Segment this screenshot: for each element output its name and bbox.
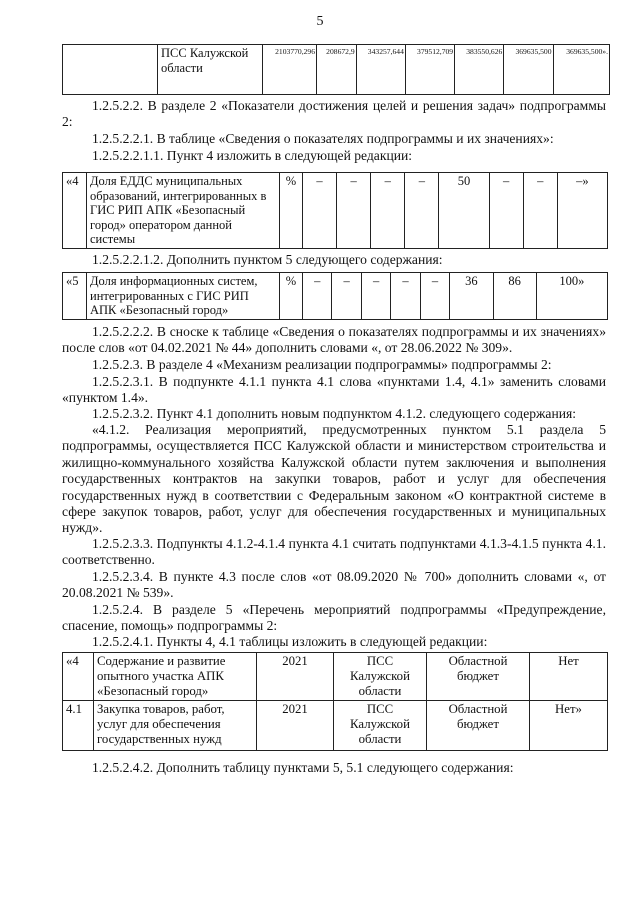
value-cell: – xyxy=(405,173,439,249)
unit: % xyxy=(280,273,303,320)
value-cell: –» xyxy=(557,173,607,249)
unit: % xyxy=(280,173,303,249)
executor: ПСС Калужской области xyxy=(334,701,427,751)
row-number: «4 xyxy=(63,173,87,249)
paragraph: 1.2.5.2.2.1. В таблице «Сведения о показателях подпрограммы и их значениях»: xyxy=(92,131,554,146)
row-number: 4.1 xyxy=(63,701,94,751)
value-cell: 383550,626 xyxy=(455,45,504,95)
value-cell: 379512,709 xyxy=(405,45,454,95)
page-number: 5 xyxy=(316,14,324,29)
empty-cell xyxy=(63,45,158,95)
executor-name: ПСС Калужской области xyxy=(158,45,263,95)
paragraph: 1.2.5.2.4. В разделе 5 «Перечень мероприятий подпрограммы «Предупреждение, спасение, помощь» подпрограммы 2: xyxy=(62,602,606,634)
value-cell: – xyxy=(332,273,361,320)
measures-table xyxy=(62,652,608,751)
paragraph: 1.2.5.2.4.1. Пункты 4, 4.1 таблицы изложить в следующей редакции: xyxy=(92,634,488,649)
value-cell: – xyxy=(523,173,557,249)
quoted-subclause: «4.1.2. Реализация мероприятий, предусмотренных пунктом 5.1 раздела 5 подпрограммы, осуществляется ПСС Калужской области и министерством строительства и жилищно-коммунального хозяйства Калужской области путем заключения и выполнения государственных контрактов на закупки товаров, работ и услуг для обеспечения государственных нужд в соответствии с Федеральным законом «О контрактной системе в сфере закупок товаров, работ, услуг для обеспечения государственных и муниципальных нужд». xyxy=(62,422,606,536)
measure-name: Содержание и развитие опытного участка АПК «Безопасный город» xyxy=(94,653,257,701)
value-cell: 36 xyxy=(450,273,493,320)
value-cell: 100» xyxy=(536,273,607,320)
paragraph: 1.2.5.2.2.1.1. Пункт 4 изложить в следующей редакции: xyxy=(92,148,413,163)
value-cell: – xyxy=(303,273,332,320)
year: 2021 xyxy=(257,701,334,751)
paragraph: 1.2.5.2.3.1. В подпункте 4.1.1 пункта 4.1 слова «пунктами 1.4, 4.1» заменить словами «пунктом 1.4». xyxy=(62,374,606,406)
value-cell: – xyxy=(361,273,390,320)
finance-table-fragment xyxy=(62,44,610,95)
value-cell: 50 xyxy=(439,173,489,249)
row-number: «5 xyxy=(63,273,87,320)
paragraph: 1.2.5.2.4.2. Дополнить таблицу пунктами 5, 5.1 следующего содержания: xyxy=(92,760,514,775)
table-row xyxy=(63,701,608,751)
value-cell: 343257,644 xyxy=(356,45,405,95)
indicator-name: Доля информационных систем, интегрированных с ГИС РИП АПК «Безопасный город» xyxy=(87,273,280,320)
table-row xyxy=(63,653,608,701)
indicator-name: Доля ЕДДС муниципальных образований, интегрированных в ГИС РИП АПК «Безопасный город» оператором данной системы xyxy=(87,173,280,249)
paragraph: 1.2.5.2.2.2. В сноске к таблице «Сведения о показателях подпрограммы и их значениях» после слов «от 04.02.2021 № 44» дополнить словами «, от 28.06.2022 № 309». xyxy=(62,324,606,356)
indicator-table-item-4 xyxy=(62,172,608,249)
paragraph: 1.2.5.2.2. В разделе 2 «Показатели достижения целей и решения задач» подпрограммы 2: xyxy=(62,98,606,130)
value-cell: 208672,9 xyxy=(317,45,357,95)
funding-source: Областной бюджет xyxy=(427,653,530,701)
value-cell: – xyxy=(391,273,420,320)
paragraph: 1.2.5.2.3.4. В пункте 4.3 после слов «от 08.09.2020 № 700» дополнить словами «, от 20.08.2021 № 539». xyxy=(62,569,606,601)
value-cell: 369635,500 xyxy=(504,45,553,95)
executor: ПСС Калужской области xyxy=(334,653,427,701)
value-cell: – xyxy=(337,173,371,249)
paragraph: 1.2.5.2.3. В разделе 4 «Механизм реализации подпрограммы» подпрограммы 2: xyxy=(92,357,552,372)
paragraph: 1.2.5.2.3.3. Подпункты 4.1.2-4.1.4 пункта 4.1 считать подпунктами 4.1.3-4.1.5 пункта 4.1. соответственно. xyxy=(62,536,606,568)
indicator-table-item-5 xyxy=(62,272,608,320)
flag: Нет» xyxy=(530,701,608,751)
value-cell: – xyxy=(489,173,523,249)
funding-source: Областной бюджет xyxy=(427,701,530,751)
value-cell: 2103770,296 xyxy=(263,45,317,95)
paragraph: 1.2.5.2.3.2. Пункт 4.1 дополнить новым подпунктом 4.1.2. следующего содержания: xyxy=(92,406,577,421)
flag: Нет xyxy=(530,653,608,701)
value-cell: – xyxy=(303,173,337,249)
value-cell: 86 xyxy=(493,273,536,320)
year: 2021 xyxy=(257,653,334,701)
value-cell: 369635,500». xyxy=(553,45,609,95)
value-cell: – xyxy=(371,173,405,249)
measure-name: Закупка товаров, работ, услуг для обеспечения государственных нужд xyxy=(94,701,257,751)
row-number: «4 xyxy=(63,653,94,701)
value-cell: – xyxy=(420,273,449,320)
paragraph: 1.2.5.2.2.1.2. Дополнить пунктом 5 следующего содержания: xyxy=(92,252,443,267)
